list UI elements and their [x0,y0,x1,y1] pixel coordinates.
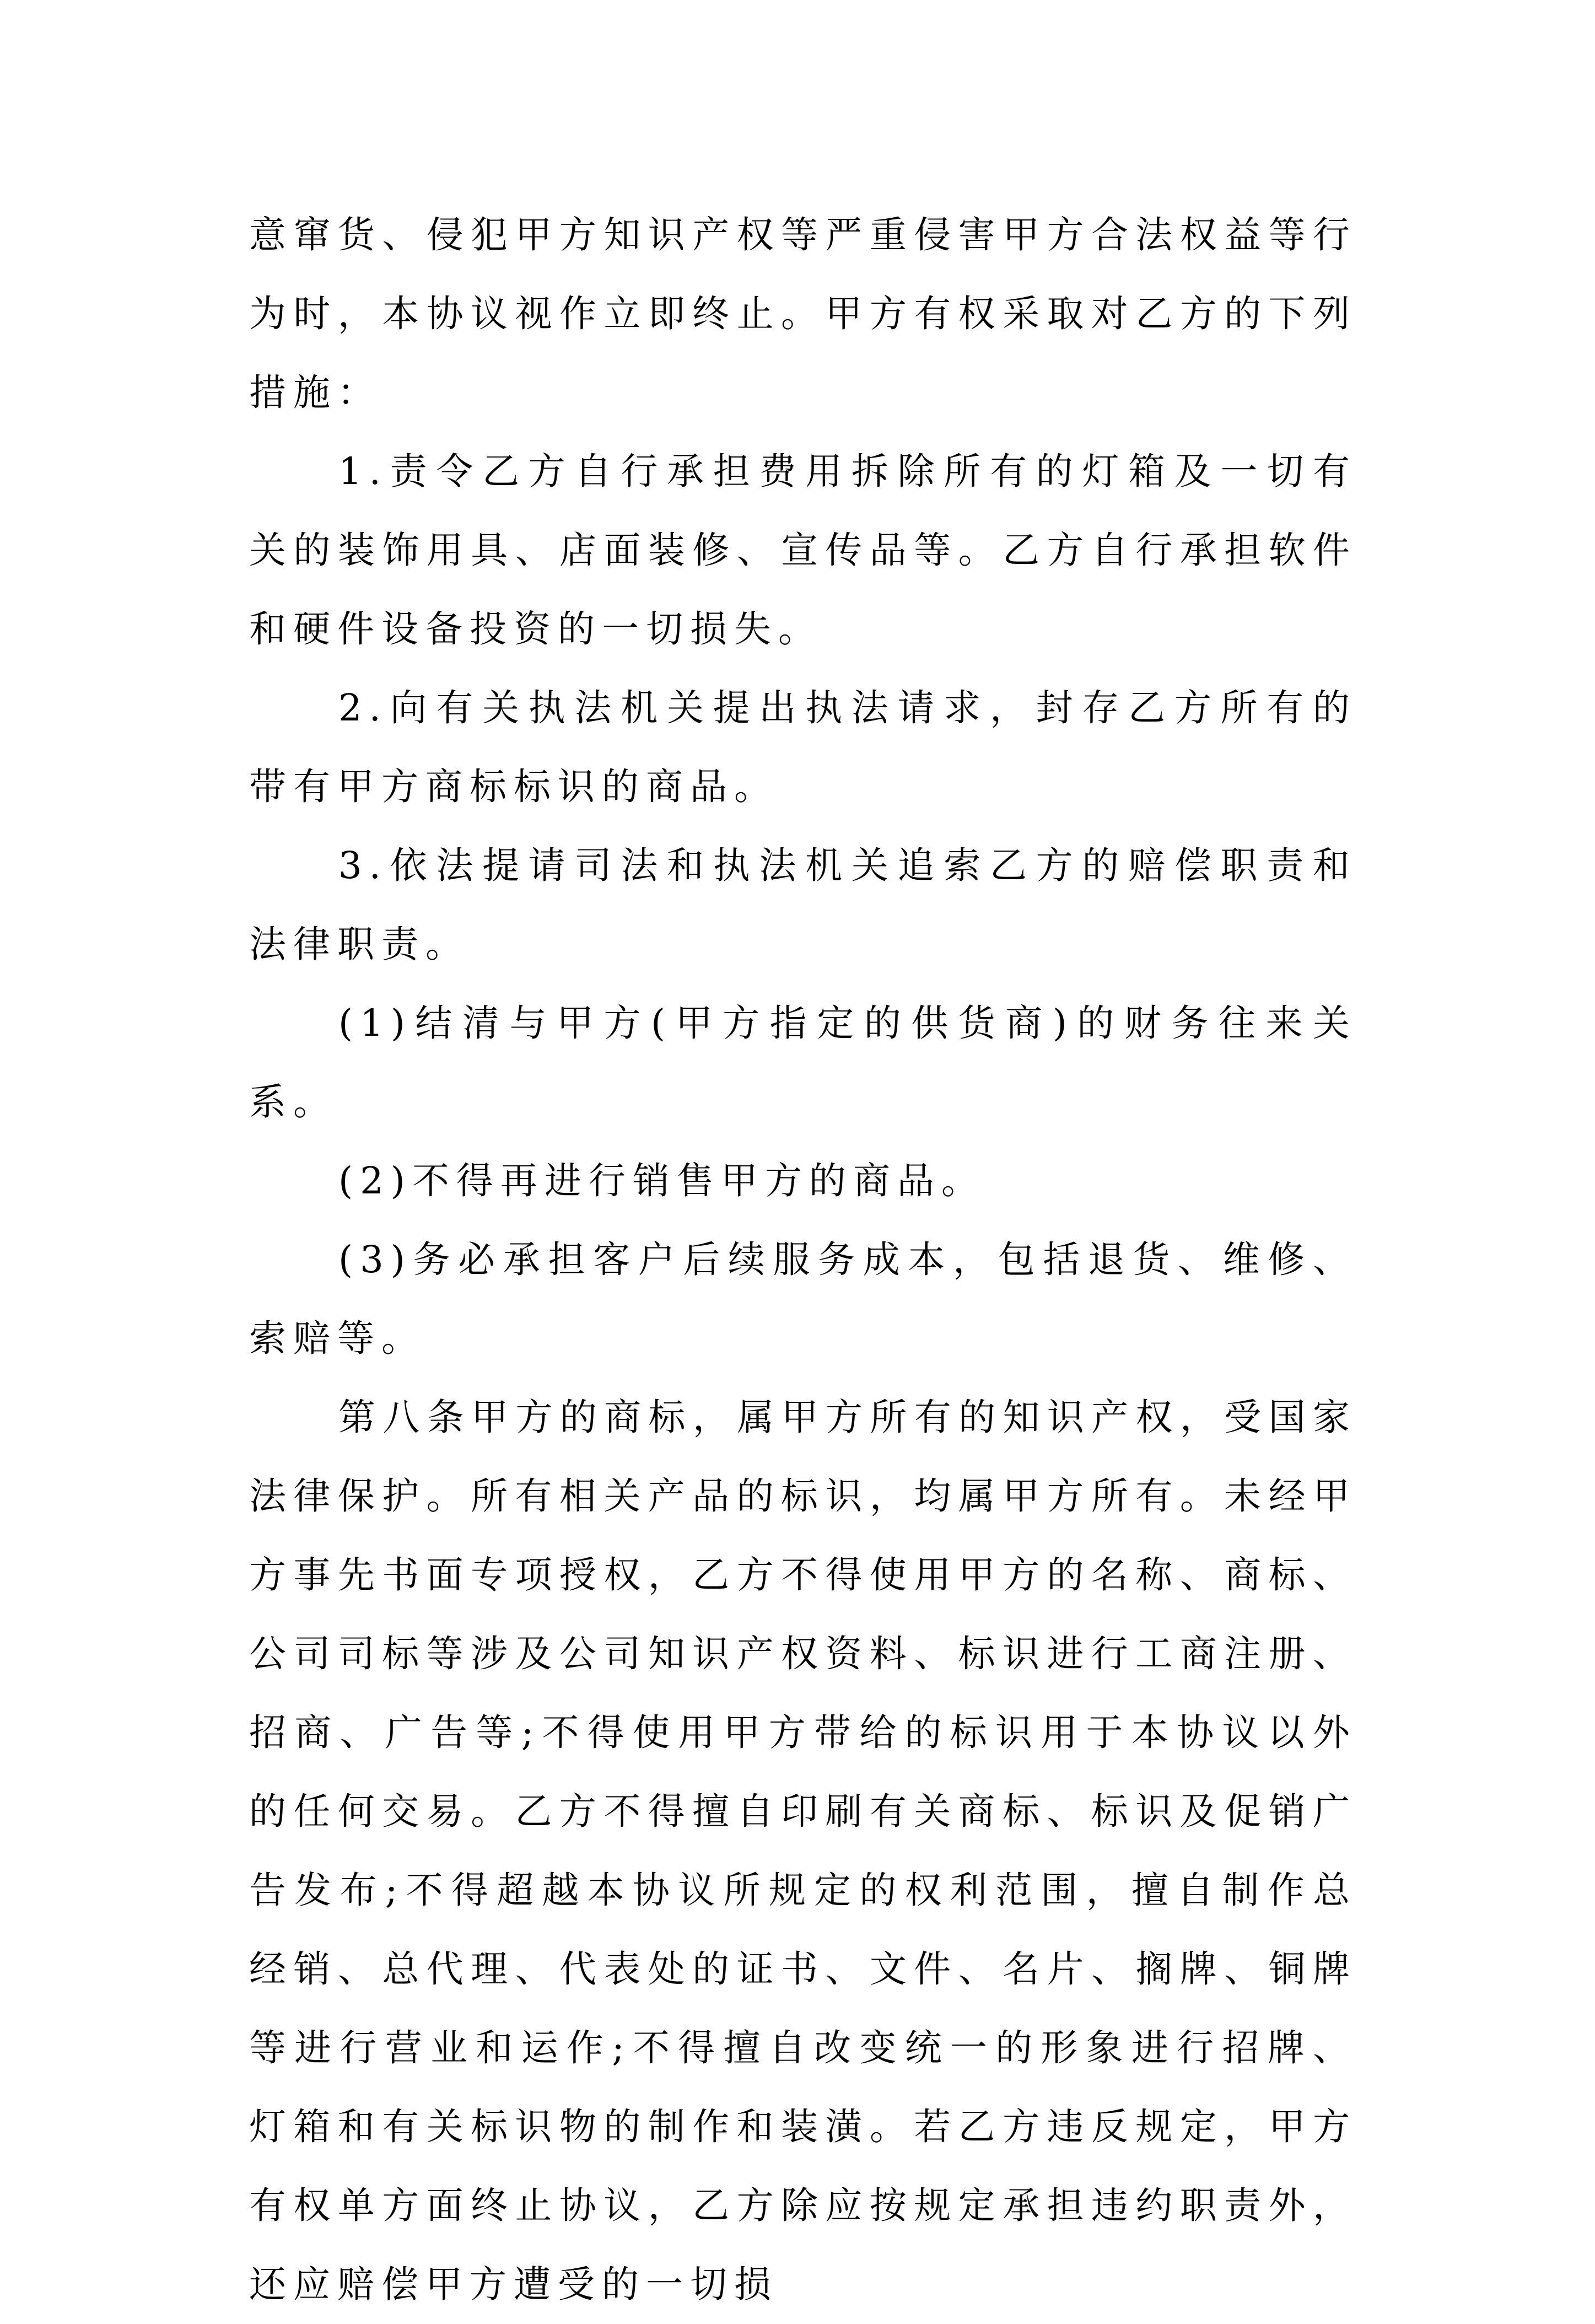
paragraph-sub-item-1: (1)结清与甲方(甲方指定的供货商)的财务往来关系。 [249,1002,1357,1123]
paragraph-sub-item-3: (3)务必承担客户后续服务成本，包括退货、维修、索赔等。 [249,1238,1357,1360]
paragraph-article-8: 第八条甲方的商标，属甲方所有的知识产权，受国家法律保护。所有相关产品的标识，均属甲方所有。未经甲方事先书面专项授权，乙方不得使用甲方的名称、商标、公司司标等涉及公司知识产权资料、标识进行工商注册、招商、广告等;不得使用甲方带给的标识用于本协议以外的任何交易。乙方不得擅自印刷有关商标、标识及促销广告发布;不得超越本协议所规定的权利范围，擅自制作总经销、总代理、代表处的证书、文件、名片、搁牌、铜牌等进行营业和运作;不得擅自改变统一的形象进行招牌、灯箱和有关标识物的制作和装潢。若乙方违反规定，甲方有权单方面终止协议，乙方除应按规定承担违约职责外，还应赔偿甲方遭受的一切损 [249,1396,1357,2306]
paragraph-measure-2: 2.向有关执法机关提出执法请求，封存乙方所有的带有甲方商标标识的商品。 [249,686,1357,808]
paragraph-sub-item-2: (2)不得再进行销售甲方的商品。 [338,1159,985,1202]
paragraph-measure-3: 3.依法提请司法和执法机关追索乙方的赔偿职责和法律职责。 [249,844,1357,966]
document-body [249,196,1357,2324]
paragraph-continuation: 意窜货、侵犯甲方知识产权等严重侵害甲方合法权益等行为时，本协议视作立即终止。甲方有权采取对乙方的下列措施： [249,213,1357,414]
paragraph-measure-1: 1.责令乙方自行承担费用拆除所有的灯箱及一切有关的装饰用具、店面装修、宣传品等。乙方自行承担软件和硬件设备投资的一切损失。 [249,450,1357,650]
